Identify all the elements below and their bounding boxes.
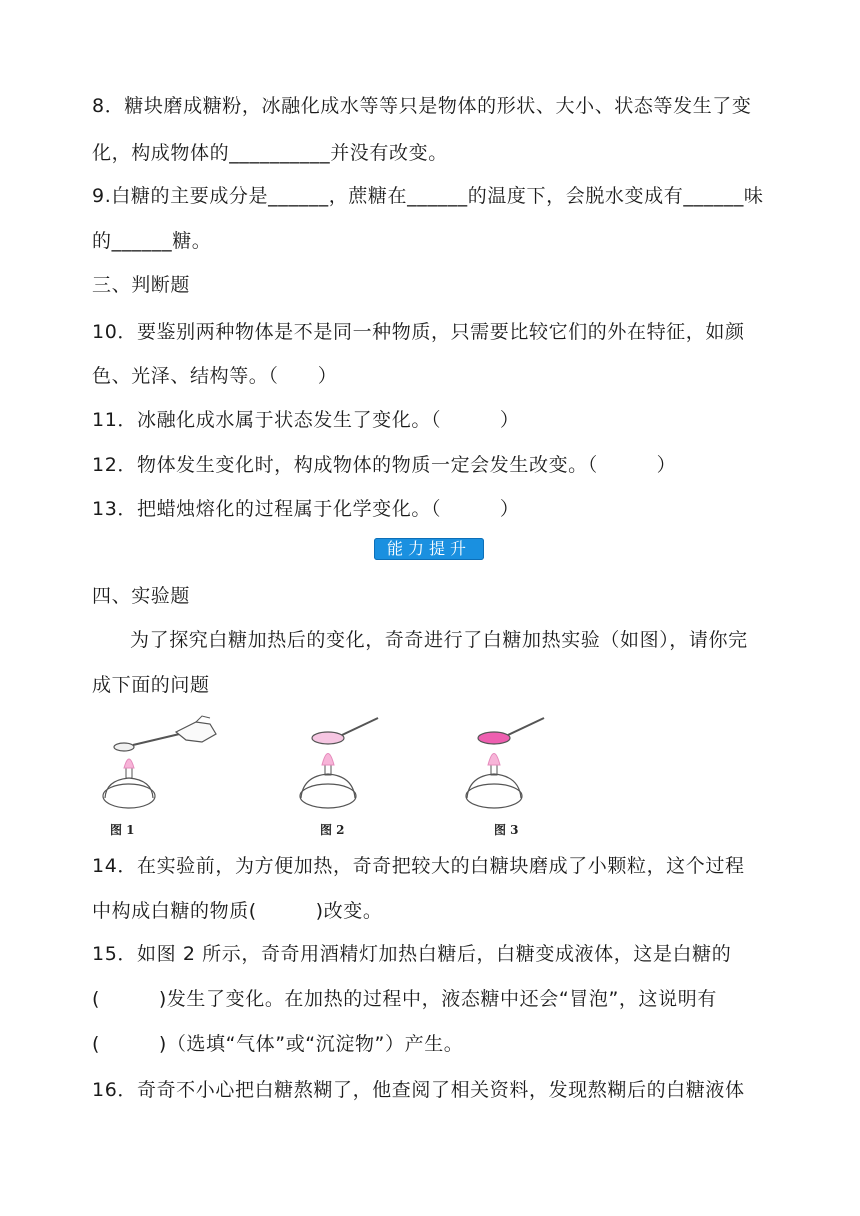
question-15-line-1: 15．如图 2 所示，奇奇用酒精灯加热白糖后，白糖变成液体，这是白糖的 <box>92 943 732 965</box>
figure-2-label: 图 2 <box>320 823 345 837</box>
question-16-line-1: 16．奇奇不小心把白糖熬糊了，他查阅了相关资料，发现熬糊后的白糖液体 <box>92 1079 745 1101</box>
question-11: 11．冰融化成水属于状态发生了变化。（ ） <box>92 409 520 431</box>
intro-line-2: 成下面的问题 <box>92 674 210 696</box>
ability-badge: 能力提升 <box>374 538 484 560</box>
figure-1-label: 图 1 <box>110 823 135 837</box>
spoon-with-pink-liquid-over-lamp-icon <box>460 710 560 825</box>
section-3-heading: 三、判断题 <box>92 274 191 296</box>
question-10-line-2: 色、光泽、结构等。（ ） <box>92 365 338 387</box>
question-15-line-2: ( )发生了变化。在加热的过程中，液态糖中还会“冒泡”，这说明有 <box>92 988 717 1010</box>
question-14-line-2: 中构成白糖的物质( )改变。 <box>92 900 383 922</box>
figure-3 <box>460 710 560 840</box>
question-9-line-1: 9.白糖的主要成分是______，蔗糖在______的温度下，会脱水变成有______味 <box>92 185 764 207</box>
figure-2 <box>292 710 392 840</box>
question-8-line-2: 化，构成物体的__________并没有改变。 <box>92 142 448 164</box>
figure-1 <box>98 710 228 840</box>
section-4-heading: 四、实验题 <box>92 585 191 607</box>
intro-line-1: 为了探究白糖加热后的变化，奇奇进行了白糖加热实验（如图），请你完 <box>130 629 748 651</box>
figure-3-label: 图 3 <box>494 823 519 837</box>
question-14-line-1: 14．在实验前，为方便加热，奇奇把较大的白糖块磨成了小颗粒，这个过程 <box>92 855 745 877</box>
question-10-line-1: 10．要鉴别两种物体是不是同一种物质，只需要比较它们的外在特征，如颜 <box>92 321 745 343</box>
question-12: 12．物体发生变化时，构成物体的物质一定会发生改变。（ ） <box>92 454 677 476</box>
spoon-with-melting-sugar-over-lamp-icon <box>292 710 392 825</box>
question-13: 13．把蜡烛熔化的过程属于化学变化。（ ） <box>92 498 520 520</box>
question-9-line-2: 的______糖。 <box>92 230 212 252</box>
spoon-over-alcohol-lamp-with-hand-icon <box>98 710 228 825</box>
question-15-line-3: ( )（选填“气体”或“沉淀物”）产生。 <box>92 1033 464 1055</box>
question-8-line-1: 8．糖块磨成糖粉，冰融化成水等等只是物体的形状、大小、状态等发生了变 <box>92 95 752 117</box>
